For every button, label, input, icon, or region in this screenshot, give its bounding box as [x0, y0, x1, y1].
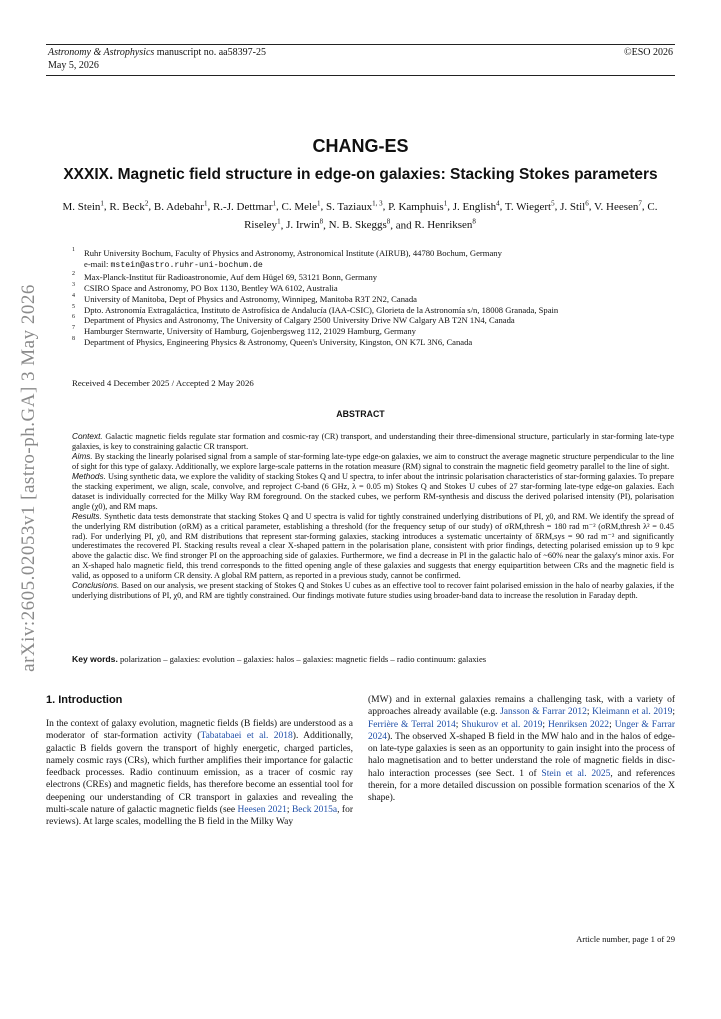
- citation-link[interactable]: Stein et al. 2025: [541, 768, 611, 779]
- manuscript-number: manuscript no. aa58397-25: [154, 47, 266, 58]
- keywords: [72, 654, 674, 664]
- affiliation-text: Ruhr University Bochum, Faculty of Physics and Astronomy, Astronomical Institute (AIRUB), 44780 Bochum, Germany: [84, 248, 502, 258]
- body-text: ;: [286, 805, 292, 816]
- arxiv-sidebar: [16, 268, 42, 688]
- citation-link[interactable]: Henriksen 2022: [548, 719, 610, 730]
- author: S. Taziaux$^{1, 3}$: [326, 199, 383, 213]
- series-title: CHANG-ES: [312, 136, 409, 156]
- author: N. B. Skeggs$^8$: [328, 217, 391, 232]
- author-affiliation-mark: 2: [144, 199, 149, 207]
- intro-left-column: [46, 718, 353, 829]
- author-affiliation-mark: 1: [443, 199, 448, 207]
- affiliation-number: 6: [72, 314, 75, 321]
- abstract-context: Context. Galactic magnetic fields regulate star formation and cosmic-ray (CR) transport, and understanding their three-dimensional structure, particularly in star-forming late-type galaxies, is key to constraining galactic CR transport.: [72, 432, 674, 451]
- email-label: e-mail:: [84, 258, 111, 269]
- affiliation-text: Department of Physics and Astronomy, The University of Calgary 2500 University Drive NW Calgary AB T2N 1N4, Canada: [84, 315, 515, 326]
- journal-name: Astronomy & Astrophysics: [48, 47, 155, 58]
- affiliation-text: Department of Physics, Engineering Physics & Astronomy, Queen's University, Kingston, ON K7L 3N6, Canada: [84, 337, 473, 348]
- received-dates: Received 4 December 2025 / Accepted 2 May 2026: [72, 378, 254, 388]
- affiliation-item: [72, 305, 672, 316]
- abstract-results: Results. Synthetic data tests demonstrate that stacking Stokes Q and U spectra is valid for tightly constrained underlying distributions of PI, χ0, and RM. We identify the spread of the underlying RM distribution (σRM) as a critical parameter, establishing a threshold (for the frequency setup of our study) of σRM,thresh = 180 rad m⁻² (σRM,thresh λ² = 0.45 rad). For underlying PI, χ0, and RM distributions that represent star-forming galaxies, stacking introduces a systematic uncertainty of δRM,sys = 90 rad m⁻² and significantly underestimates the recovered PI. Stacking results reveal a clear X-shaped pattern in the polarisation plane, consistent with prior findings, detecting polarised emission up to 9 kpc above the galactic disc. We find stronger PI on the approaching side of galaxies. Furthermore, we find a decrease in PI in the galactic halo of ~60% near the galaxy's minor axis. For an X-shaped halo magnetic field, this trend corresponds to the fitted opening angle of these galaxies and suggests that energy equipartition between CRs and the magnetic field is valid, as opposed to a uniform CR density. A global RM pattern, as reported in a previous study, cannot be confirmed.: [72, 511, 674, 581]
- affiliation-number: 8: [72, 336, 75, 343]
- body-text: ;: [586, 707, 593, 718]
- affiliation-item: [72, 337, 672, 348]
- body-text: ). Additionally, galactic B fields govern the transport of highly energetic, charged particles, namely cosmic rays (CRs), which further amplifies their importance for galactic feedback processes. Radio continuum emission, as a tracer of cosmic ray electrons (CREs) and magnetic fields, has therefore become an essential tool for deepening our understanding of CR transport in galaxies and revealing the multi-scale nature of galactic magnetic fields (see: [46, 731, 353, 816]
- body-text: , and references therein, for a more detailed discussion on possible formation scenarios of the X shape).: [368, 768, 675, 804]
- author: R. Henriksen$^8$: [414, 217, 476, 232]
- author-affiliation-mark: 1: [203, 199, 208, 207]
- author-list: M. Stein$^1$, R. Beck$^2$, B. Adebahr$^1$, R.-J. Dettmar$^1$, C. Mele$^1$, S. Taziaux$^{1, 3}$, P. Kamphuis$^1$, J. English$^4$, T. Wiegert$^5$, J. Stil$^6$, V. Heesen$^7$, C. Riseley$^1$, J. Irwin$^8$, N. B. Skeggs$^8$, and R. Henriksen$^8$: [62, 199, 658, 232]
- affiliation-item: [72, 272, 672, 283]
- affiliation-number: 7: [72, 325, 75, 332]
- citation-link[interactable]: Kleimann et al. 2019: [592, 707, 673, 718]
- body-text: ;: [455, 719, 462, 730]
- body-text: ;: [609, 719, 615, 730]
- author: V. Heesen$^7$: [594, 199, 642, 213]
- citation-link[interactable]: Jansson & Farrar 2012: [500, 707, 587, 718]
- citation-link[interactable]: Unger & Farrar 2024: [368, 719, 675, 742]
- affiliation-text: University of Manitoba, Dept of Physics and Astronomy, Winnipeg, Manitoba R3T 2N2, Canada: [84, 293, 417, 304]
- abstract-conclusions: Conclusions. Based on our analysis, we present stacking of Stokes Q and Stokes U cubes as an effective tool to recover faint polarised emission in the halo of nearby galaxies, if the underlying distributions of PI, χ0, and RM are tightly constrained. Our findings motivate future studies using broader-band data to increase the resolution in Faraday depth.: [72, 581, 674, 601]
- body-text: In the context of galaxy evolution, magnetic fields (B fields) are understood as a moderator of star-formation activity (: [46, 719, 353, 742]
- author-affiliation-mark: 4: [496, 199, 500, 207]
- body-text: , for reviews). At large scales, modelling the B field in the Milky Way: [46, 805, 353, 828]
- affiliation-text: Dpto. Astronomía Extragaláctica, Instituto de Astrofísica de Andalucía (IAA-CSIC), Glorieta de la Astronomía s/n, 18008 Granada, Spain: [84, 304, 559, 315]
- abstract-methods: Methods. Using synthetic data, we explore the validity of stacking Stokes Q and U spectra, to infer about the intrinsic polarisation characteristics of star-forming galaxies. To prepare the stacking experiment, we align, scale, convolve, and reproject C-band (6 GHz, λ = 0.05 m) Stokes Q and Stokes U cubes of 27 star-forming late-type edge-on galaxies. Each dataset is individually corrected for the Milky Way RM foreground. On the stacked cubes, we perform RM-synthesis and discuss the derived polarised intensity (PI), polarisation angle (χ0), and RM maps.: [72, 471, 674, 511]
- body-text: ). The observed X-shaped B field in the MW halo and in the halos of edge-on late-type galaxies is seen as an opportunity to gain insight into the process of halo magnetisation and to better understand the role of magnetic fields in disc-halo interaction processes (see Sect. 1 of: [368, 731, 675, 779]
- author: B. Adebahr$^1$: [153, 199, 208, 213]
- copyright: ©ESO 2026: [624, 47, 673, 58]
- author-affiliation-mark: 7: [638, 199, 642, 207]
- paper-title: XXXIX. Magnetic field structure in edge-on galaxies: Stacking Stokes parameters: [63, 166, 658, 183]
- body-text: ;: [672, 707, 675, 718]
- affiliation-number: 2: [72, 270, 75, 277]
- affiliation-number: 4: [72, 292, 75, 299]
- author-affiliation-mark: 5: [551, 199, 555, 207]
- citation-link[interactable]: Heesen 2021: [237, 805, 287, 816]
- intro-paragraph-left: [46, 718, 353, 829]
- intro-right-column: [368, 694, 675, 805]
- affiliation-item: [72, 294, 672, 305]
- affiliation-item: [72, 248, 672, 272]
- author: P. Kamphuis$^1$: [388, 199, 448, 213]
- author: J. English$^4$: [452, 199, 500, 213]
- section-heading-introduction: 1. Introduction: [46, 694, 123, 706]
- header-date: May 5, 2026: [48, 60, 99, 71]
- body-text: ;: [542, 719, 549, 730]
- citation-link[interactable]: Shukurov et al. 2019: [461, 719, 543, 730]
- author-affiliation-mark: 1: [277, 217, 281, 226]
- affiliation-item: [72, 315, 672, 326]
- abstract-heading: ABSTRACT: [336, 409, 385, 419]
- author-affiliation-mark: 6: [585, 199, 589, 207]
- author-affiliation-mark: 1, 3: [372, 199, 383, 207]
- affiliation-item: [72, 326, 672, 337]
- abstract-aims: Aims. By stacking the linearly polarised signal from a sample of star-forming late-type edge-on galaxies, we aim to construct the average magnetic structure perpendicular to the line of sight for this type of galaxy. Additionally, we explore large-scale patterns in the rotation measure (RM) signal to constrain the magnetic field geometry parallel to the line of sight.: [72, 451, 674, 471]
- author-affiliation-mark: 1: [100, 199, 104, 207]
- affiliation-number: 3: [72, 281, 75, 288]
- author: M. Stein$^1$: [62, 199, 104, 213]
- arxiv-id[interactable]: arXiv:2605.02053v1 [astro-ph.GA] 3 May 2026: [18, 284, 39, 672]
- affiliation-text: Max-Planck-Institut für Radioastronomie, Auf dem Hügel 69, 53121 Bonn, Germany: [84, 271, 378, 282]
- author: T. Wiegert$^5$: [504, 199, 555, 213]
- author-affiliation-mark: 1: [272, 199, 277, 207]
- affiliation-number: 5: [72, 303, 75, 310]
- author: J. Stil$^6$: [560, 199, 589, 213]
- author: R.-J. Dettmar$^1$: [212, 199, 277, 213]
- abstract: [72, 432, 674, 601]
- email-link[interactable]: mstein@astro.ruhr-uni-bochum.de: [110, 260, 263, 270]
- affiliation-item: [72, 283, 672, 294]
- author: J. Irwin$^8$: [286, 217, 324, 232]
- author-affiliation-mark: 1: [317, 199, 321, 207]
- affiliation-number: 1: [72, 247, 75, 253]
- journal-info: [48, 46, 266, 72]
- citation-link[interactable]: Beck 2015a: [291, 805, 338, 816]
- keywords-label: Key words.: [72, 654, 118, 664]
- citation-link[interactable]: Ferrière & Terral 2014: [368, 719, 456, 730]
- author: C. Mele$^1$: [281, 199, 321, 213]
- author-affiliation-mark: 8: [319, 217, 324, 226]
- keywords-text: polarization – galaxies: evolution – galaxies: halos – galaxies: magnetic fields – radio continuum: galaxies: [117, 654, 487, 664]
- author-affiliation-mark: 8: [386, 217, 391, 226]
- page-footer: Article number, page 1 of 29: [576, 934, 675, 944]
- affiliation-text: CSIRO Space and Astronomy, PO Box 1130, Bentley WA 6102, Australia: [84, 282, 338, 293]
- body-text: (MW) and in external galaxies remains a challenging task, with a variety of approaches already available (e.g.: [368, 695, 675, 718]
- intro-paragraph-right: [368, 694, 675, 805]
- running-header: [46, 44, 675, 76]
- author: C. Riseley$^1$: [244, 200, 658, 232]
- author-affiliation-mark: 8: [472, 217, 476, 226]
- affiliation-text: Hamburger Sternwarte, University of Hamburg, Gojenbergsweg 112, 21029 Hamburg, Germany: [84, 326, 416, 337]
- author: R. Beck$^2$: [109, 199, 149, 213]
- citation-link[interactable]: Tabatabaei et al. 2018: [200, 731, 293, 742]
- affiliations: [72, 248, 672, 348]
